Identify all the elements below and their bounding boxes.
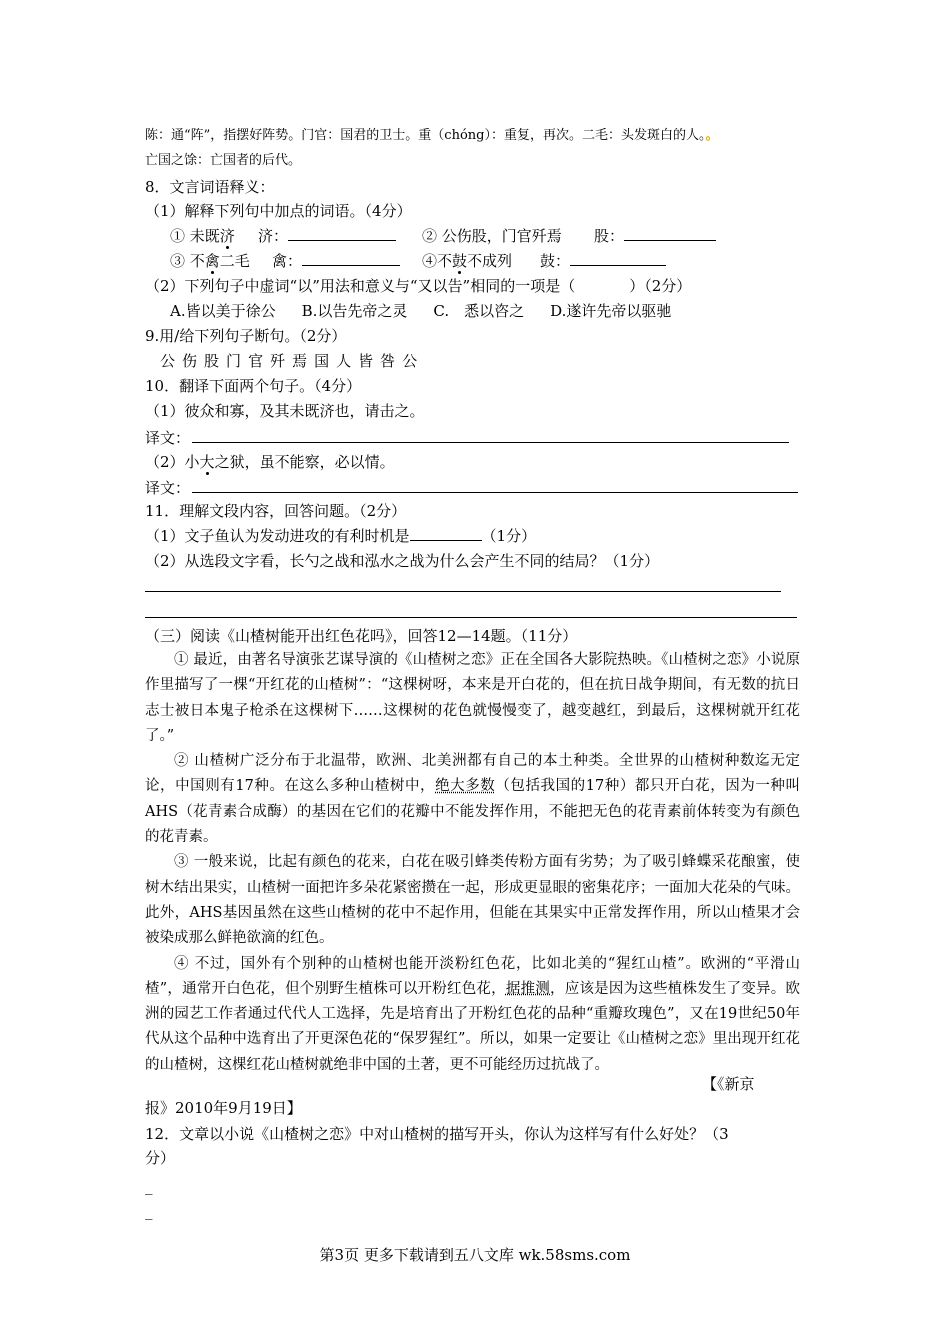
dotted-phrase: 据推测: [505, 980, 551, 997]
q10-translation-label-1: 译文：: [145, 429, 191, 447]
q8-item-3: [170, 251, 250, 271]
q8-item-4-post: 不成列: [467, 252, 513, 270]
annotation-text: 陈：通“阵”，指摆好阵势。门官：国君的卫士。重（chóng）：重复，再次。二毛：头发斑白的人。: [145, 128, 706, 143]
q12-title: 12．文章以小说《山楂树之恋》中对山楂树的描写开头，你认为这样写有什么好处？（3: [145, 1125, 729, 1143]
q10-title: 10．翻译下面两个句子。（4分）: [145, 377, 362, 395]
q8-sub2-text: （2）下列句子中虚词“以”用法和意义与“又以告”相同的一项是（: [145, 277, 576, 295]
sentence-char: 官: [248, 352, 264, 370]
sentence-char: 咎: [380, 352, 396, 370]
paragraph-2-pre: ② 山楂树广泛分布于北温带，欧洲、北美洲都有自己的本土种类。全世界的山楂树种数迄无定论，中国则有17种。在这么多种山楂树中，: [145, 753, 800, 795]
q8-sub2: [145, 276, 691, 296]
q10-translation-label-2: 译文：: [145, 479, 191, 497]
q8-item-1-text: ① 未既: [170, 227, 220, 245]
annotation-line-1: [145, 126, 718, 146]
q8-item-4: [422, 251, 512, 271]
page-footer: 第3页 更多下载请到五八文库 wk.58sms.com: [319, 1246, 631, 1264]
answer-blank[interactable]: [624, 226, 716, 241]
q8-item-4-label: 鼓：: [540, 252, 571, 270]
sentence-char: 歼: [270, 352, 286, 370]
q11-question-2: （2）从选段文字看，长勺之战和泓水之战为什么会产生不同的结局？（1分）: [145, 552, 660, 570]
q11-question-1: [145, 526, 536, 546]
choice-d[interactable]: D.遂许先帝以驱驰: [550, 302, 672, 320]
q9-sentence[interactable]: [160, 351, 424, 371]
dotted-word: 鼓: [452, 252, 468, 270]
q8-item-1-answer: [258, 226, 396, 246]
q8-item-2: ② 公伤股，门官歼焉: [422, 227, 562, 245]
sentence-char: 公: [402, 352, 418, 370]
passage-paragraph-2: [145, 749, 800, 850]
annotation-mark: 。: [705, 128, 719, 143]
q10-translation-line-2[interactable]: [192, 492, 798, 493]
sentence-char: 皆: [358, 352, 374, 370]
q8-sub2-score: ）（2分）: [629, 277, 692, 295]
paragraph-4-pre: ④ 不过，国外有个别种的山楂树也能开淡粉红色花，比如北美的“猩红山楂”。欧洲的“平滑山楂”，通常开白色花，但个别野生植株可以开粉红色花，: [145, 955, 800, 997]
q8-item-2-label: 股：: [594, 227, 625, 245]
q8-item-3-pre: ③ 不: [170, 252, 205, 270]
q8-item-4-answer: [540, 251, 666, 271]
source-citation-a: 【《新京: [702, 1075, 755, 1093]
dotted-phrase: 绝大多数: [435, 778, 496, 795]
sentence-char: 股: [204, 352, 220, 370]
q8-choices: [170, 301, 697, 321]
answer-line[interactable]: [145, 591, 781, 592]
q12-title-cont: 分）: [145, 1149, 176, 1167]
passage: [145, 648, 800, 1078]
q10-translation-line-1[interactable]: [192, 442, 789, 443]
q8-item-3-label: 禽：: [272, 252, 303, 270]
q8-title: 8．文言词语释义：: [145, 178, 275, 196]
passage-paragraph-4: [145, 952, 800, 1078]
passage-paragraph-1: ① 最近，由著名导演张艺谋导演的《山楂树之恋》正在全国各大影院热映。《山楂树之恋》小说原作里描写了一棵“开红花的山楂树”：“这棵树呀，本来是开白花的，但在抗日战争期间，有无数的抗日志士被日本鬼子枪杀在这棵树下……这棵树的花色就慢慢变了，越变越红，到最后，这棵树就开红花了。”: [145, 652, 800, 744]
q8-item-3-answer: [272, 251, 400, 271]
source-citation-b: 报》2010年9月19日】: [145, 1099, 302, 1117]
answer-line[interactable]: [145, 617, 797, 618]
sentence-char: 门: [226, 352, 242, 370]
section-3-title: （三）阅读《山楂树能开出红色花吗》，回答12—14题。（11分）: [145, 627, 578, 645]
sentence-char: 公: [160, 352, 176, 370]
sentence-char: 伤: [182, 352, 198, 370]
choice-b[interactable]: B.以告先帝之灵: [301, 302, 408, 320]
q12-answer-blank-1[interactable]: _: [145, 1177, 153, 1195]
q12-answer-blank-2[interactable]: _: [145, 1202, 153, 1220]
q8-sub1: （1）解释下列句中加点的词语。（4分）: [145, 202, 412, 220]
sentence-char: 焉: [292, 352, 308, 370]
q11-title: 11．理解文段内容，回答问题。（2分）: [145, 502, 407, 520]
choice-c[interactable]: C. 悉以咨之: [433, 302, 525, 320]
answer-blank[interactable]: [302, 251, 400, 266]
answer-blank[interactable]: [570, 251, 666, 266]
dotted-word: 大: [199, 453, 215, 471]
q8-item-1-label: 济：: [258, 227, 289, 245]
dotted-word: 济: [219, 227, 235, 245]
sentence-char: 国: [314, 352, 330, 370]
choice-a[interactable]: A.皆以美于徐公: [170, 302, 276, 320]
q10-sentence-2: [145, 452, 395, 472]
q10-sentence-2-pre: （2）小: [145, 453, 200, 471]
paragraph-4-post: ，应该是因为这些植株发生了变异。欧洲的园艺工作者通过代代人工选择，先是培育出了开粉红色花的品种“重瓣玫瑰色”，又在19世纪50年代从这个品种中选育出了开更深色花的“保罗猩红”。所以，如果一定要让《山楂树之恋》里出现开红花的山楂树，这棵红花山楂树就绝非中国的土著，更不可能经历过抗战了。: [145, 980, 800, 1073]
q11-question-1-score: （1分）: [481, 527, 537, 545]
paragraph-2-post: （包括我国的17种）都只开白花，因为一种叫AHS（花青素合成酶）的基因在它们的花瓣中不能发挥作用，不能把无色的花青素前体转变为有颜色的花青素。: [145, 778, 800, 846]
q11-question-1-text: （1）文子鱼认为发动进攻的有利时机是: [145, 527, 410, 545]
q8-item-2-answer: [594, 226, 716, 246]
q8-item-4-pre: ④不: [422, 252, 453, 270]
dotted-word: 禽: [204, 252, 220, 270]
answer-blank[interactable]: [288, 226, 396, 241]
passage-paragraph-3: ③ 一般来说，比起有颜色的花来，白花在吸引蜂类传粉方面有劣势；为了吸引蜂蝶采花酿蜜，使树木结出果实，山楂树一面把许多朵花紧密攒在一起，形成更显眼的密集花序；一面加大花朵的气味。此外，AHS基因虽然在这些山楂树的花中不起作用，但能在其果实中正常发挥作用，所以山楂果才会被染成那么鲜艳欲滴的红色。: [145, 854, 800, 947]
q8-item-3-post: 二毛: [219, 252, 250, 270]
annotation-line-2: 亡国之馀：亡国者的后代。: [145, 153, 302, 168]
q10-sentence-1: （1）彼众和寡，及其未既济也，请击之。: [145, 402, 425, 420]
sentence-char: 人: [336, 352, 352, 370]
q8-item-1: [170, 226, 235, 246]
answer-blank[interactable]: [410, 526, 482, 541]
q9-title: 9.用/给下列句子断句。（2分）: [145, 327, 347, 345]
q10-sentence-2-post: 之狱，虽不能察，必以情。: [214, 453, 395, 471]
